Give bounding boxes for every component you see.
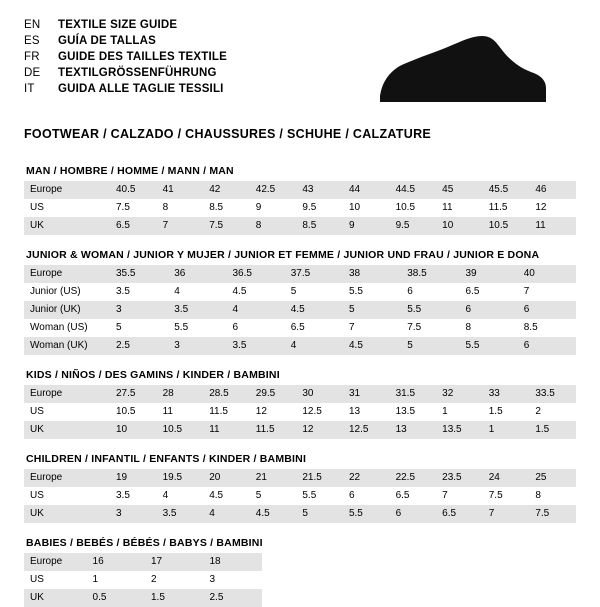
size-cell: 4 xyxy=(227,301,285,319)
size-section-title: CHILDREN / INFANTIL / ENFANTS / KINDER / BAMBINI xyxy=(26,453,307,465)
size-cell: 11.5 xyxy=(250,421,297,439)
table-row xyxy=(24,301,576,319)
table-row xyxy=(24,199,576,217)
size-cell: 8 xyxy=(460,319,518,337)
language-code: FR xyxy=(24,51,40,63)
row-label: US xyxy=(24,487,110,505)
size-cell: 7 xyxy=(157,217,204,235)
size-cell: 25 xyxy=(529,469,576,487)
size-cell: 5 xyxy=(343,301,401,319)
size-tables xyxy=(24,165,576,607)
table-row xyxy=(24,589,262,607)
row-label: UK xyxy=(24,421,110,439)
table-row xyxy=(24,421,576,439)
size-cell: 36.5 xyxy=(227,265,285,283)
size-cell: 5.5 xyxy=(460,337,518,355)
size-cell: 43 xyxy=(296,181,343,199)
size-section xyxy=(24,369,576,439)
language-row xyxy=(24,50,227,65)
size-cell: 7 xyxy=(343,319,401,337)
size-section-title: BABIES / BEBÉS / BÉBÉS / BABYS / BAMBINI xyxy=(26,537,263,549)
size-cell: 21 xyxy=(250,469,297,487)
language-code: EN xyxy=(24,19,41,31)
size-cell: 28 xyxy=(157,385,204,403)
size-cell: 7 xyxy=(436,487,483,505)
size-cell: 10 xyxy=(343,199,390,217)
size-cell: 8 xyxy=(157,199,204,217)
size-cell: 39 xyxy=(460,265,518,283)
size-cell: 5 xyxy=(401,337,459,355)
table-row xyxy=(24,403,576,421)
table-row xyxy=(24,337,576,355)
size-cell: 5 xyxy=(285,283,343,301)
size-cell: 4 xyxy=(203,505,250,523)
size-cell: 12 xyxy=(250,403,297,421)
size-cell: 28.5 xyxy=(203,385,250,403)
language-row xyxy=(24,18,227,33)
size-cell: 4 xyxy=(168,283,226,301)
table-row xyxy=(24,265,576,283)
size-cell: 41 xyxy=(157,181,204,199)
size-cell: 46 xyxy=(529,181,576,199)
row-label: Europe xyxy=(24,265,110,283)
language-title: GUÍA DE TALLAS xyxy=(58,35,156,47)
size-cell: 10.5 xyxy=(157,421,204,439)
size-cell: 21.5 xyxy=(296,469,343,487)
size-cell: 4 xyxy=(157,487,204,505)
size-cell: 7.5 xyxy=(483,487,530,505)
size-cell: 7 xyxy=(518,283,576,301)
size-cell: 13.5 xyxy=(390,403,437,421)
size-cell: 13 xyxy=(343,403,390,421)
size-cell: 22.5 xyxy=(390,469,437,487)
language-title: TEXTILGRÖSSENFÜHRUNG xyxy=(58,67,217,79)
size-cell: 7 xyxy=(483,505,530,523)
language-title: GUIDA ALLE TAGLIE TESSILI xyxy=(58,83,224,95)
size-cell: 30 xyxy=(296,385,343,403)
size-section xyxy=(24,165,576,235)
size-cell: 2 xyxy=(529,403,576,421)
size-cell: 42 xyxy=(203,181,250,199)
size-cell: 20 xyxy=(203,469,250,487)
size-table xyxy=(24,553,262,607)
size-cell: 35.5 xyxy=(110,265,168,283)
size-cell: 9 xyxy=(343,217,390,235)
size-cell: 5.5 xyxy=(168,319,226,337)
table-row xyxy=(24,385,576,403)
size-cell: 2.5 xyxy=(203,589,262,607)
size-cell: 9.5 xyxy=(390,217,437,235)
size-cell: 8.5 xyxy=(518,319,576,337)
size-cell: 12.5 xyxy=(343,421,390,439)
size-cell: 10 xyxy=(110,421,157,439)
dress-shoe-icon xyxy=(376,34,548,111)
size-cell: 10.5 xyxy=(483,217,530,235)
size-cell: 3.5 xyxy=(227,337,285,355)
size-cell: 17 xyxy=(145,553,203,571)
size-cell: 3.5 xyxy=(110,283,168,301)
size-section xyxy=(24,453,576,523)
document-header xyxy=(24,18,576,111)
size-cell: 8 xyxy=(250,217,297,235)
table-row xyxy=(24,181,576,199)
size-cell: 0.5 xyxy=(87,589,145,607)
size-table xyxy=(24,181,576,235)
size-cell: 44 xyxy=(343,181,390,199)
size-cell: 10 xyxy=(436,217,483,235)
size-cell: 33 xyxy=(483,385,530,403)
size-cell: 11.5 xyxy=(203,403,250,421)
language-code: IT xyxy=(24,83,35,95)
size-cell: 4 xyxy=(285,337,343,355)
size-cell: 36 xyxy=(168,265,226,283)
size-cell: 9 xyxy=(250,199,297,217)
size-cell: 40 xyxy=(518,265,576,283)
row-label: Europe xyxy=(24,469,110,487)
footwear-section-title: FOOTWEAR / CALZADO / CHAUSSURES / SCHUHE / CALZATURE xyxy=(24,127,432,141)
size-cell: 6 xyxy=(518,301,576,319)
size-cell: 12 xyxy=(296,421,343,439)
row-label: US xyxy=(24,571,87,589)
size-cell: 5 xyxy=(296,505,343,523)
size-cell: 40.5 xyxy=(110,181,157,199)
size-cell: 6.5 xyxy=(436,505,483,523)
size-cell: 16 xyxy=(87,553,145,571)
size-cell: 3 xyxy=(110,301,168,319)
size-cell: 24 xyxy=(483,469,530,487)
size-cell: 4.5 xyxy=(343,337,401,355)
row-label: Europe xyxy=(24,181,110,199)
size-cell: 4.5 xyxy=(227,283,285,301)
size-cell: 11 xyxy=(203,421,250,439)
row-label: US xyxy=(24,199,110,217)
size-cell: 3 xyxy=(168,337,226,355)
size-cell: 12 xyxy=(529,199,576,217)
size-cell: 7.5 xyxy=(203,217,250,235)
size-cell: 13 xyxy=(390,421,437,439)
size-cell: 3.5 xyxy=(157,505,204,523)
size-cell: 6.5 xyxy=(110,217,157,235)
size-cell: 11 xyxy=(157,403,204,421)
language-title: GUIDE DES TAILLES TEXTILE xyxy=(58,51,227,63)
size-cell: 6.5 xyxy=(460,283,518,301)
row-label: Junior (UK) xyxy=(24,301,110,319)
size-cell: 11.5 xyxy=(483,199,530,217)
row-label: Woman (US) xyxy=(24,319,110,337)
size-cell: 1 xyxy=(87,571,145,589)
size-cell: 8.5 xyxy=(296,217,343,235)
row-label: Europe xyxy=(24,385,110,403)
size-cell: 1.5 xyxy=(483,403,530,421)
size-cell: 5.5 xyxy=(343,505,390,523)
size-cell: 45.5 xyxy=(483,181,530,199)
size-cell: 22 xyxy=(343,469,390,487)
row-label: Europe xyxy=(24,553,87,571)
size-cell: 8 xyxy=(529,487,576,505)
size-cell: 13.5 xyxy=(436,421,483,439)
language-code: ES xyxy=(24,35,40,47)
size-cell: 23.5 xyxy=(436,469,483,487)
size-cell: 19.5 xyxy=(157,469,204,487)
size-cell: 27.5 xyxy=(110,385,157,403)
language-row xyxy=(24,34,227,49)
size-cell: 5.5 xyxy=(343,283,401,301)
size-table xyxy=(24,385,576,439)
size-section xyxy=(24,537,576,607)
size-cell: 6 xyxy=(390,505,437,523)
size-cell: 3.5 xyxy=(110,487,157,505)
size-cell: 11 xyxy=(436,199,483,217)
size-cell: 45 xyxy=(436,181,483,199)
size-cell: 38.5 xyxy=(401,265,459,283)
size-cell: 4.5 xyxy=(285,301,343,319)
row-label: Woman (UK) xyxy=(24,337,110,355)
size-cell: 2.5 xyxy=(110,337,168,355)
size-cell: 2 xyxy=(145,571,203,589)
language-row xyxy=(24,82,227,97)
language-title: TEXTILE SIZE GUIDE xyxy=(58,19,178,31)
size-cell: 5 xyxy=(250,487,297,505)
row-label: UK xyxy=(24,589,87,607)
size-cell: 44.5 xyxy=(390,181,437,199)
size-cell: 7.5 xyxy=(529,505,576,523)
size-cell: 33.5 xyxy=(529,385,576,403)
size-section-title: MAN / HOMBRE / HOMME / MANN / MAN xyxy=(26,165,234,177)
size-section-title: KIDS / NIÑOS / DES GAMINS / KINDER / BAMBINI xyxy=(26,369,280,381)
size-table xyxy=(24,469,576,523)
size-cell: 18 xyxy=(203,553,262,571)
size-cell: 5.5 xyxy=(401,301,459,319)
row-label: UK xyxy=(24,217,110,235)
size-cell: 29.5 xyxy=(250,385,297,403)
table-row xyxy=(24,319,576,337)
size-cell: 7.5 xyxy=(110,199,157,217)
table-row xyxy=(24,553,262,571)
size-cell: 6.5 xyxy=(390,487,437,505)
size-cell: 11 xyxy=(529,217,576,235)
size-cell: 6 xyxy=(518,337,576,355)
row-label: UK xyxy=(24,505,110,523)
size-cell: 8.5 xyxy=(203,199,250,217)
language-row xyxy=(24,66,227,81)
size-cell: 42.5 xyxy=(250,181,297,199)
size-cell: 6.5 xyxy=(285,319,343,337)
size-cell: 38 xyxy=(343,265,401,283)
table-row xyxy=(24,217,576,235)
size-cell: 9.5 xyxy=(296,199,343,217)
size-cell: 1.5 xyxy=(145,589,203,607)
size-cell: 4.5 xyxy=(250,505,297,523)
size-cell: 1 xyxy=(483,421,530,439)
size-cell: 3 xyxy=(203,571,262,589)
size-cell: 3 xyxy=(110,505,157,523)
size-cell: 1.5 xyxy=(529,421,576,439)
size-cell: 31.5 xyxy=(390,385,437,403)
size-cell: 6 xyxy=(401,283,459,301)
size-section xyxy=(24,249,576,355)
size-cell: 6 xyxy=(460,301,518,319)
language-title-list xyxy=(24,18,227,97)
size-cell: 10.5 xyxy=(390,199,437,217)
table-row xyxy=(24,283,576,301)
size-cell: 19 xyxy=(110,469,157,487)
size-cell: 32 xyxy=(436,385,483,403)
size-section-title: JUNIOR & WOMAN / JUNIOR Y MUJER / JUNIOR ET FEMME / JUNIOR UND FRAU / JUNIOR E DONA xyxy=(26,249,540,261)
table-row xyxy=(24,571,262,589)
size-cell: 3.5 xyxy=(168,301,226,319)
size-cell: 1 xyxy=(436,403,483,421)
size-cell: 5 xyxy=(110,319,168,337)
size-cell: 10.5 xyxy=(110,403,157,421)
row-label: Junior (US) xyxy=(24,283,110,301)
size-cell: 31 xyxy=(343,385,390,403)
size-cell: 12.5 xyxy=(296,403,343,421)
size-cell: 37.5 xyxy=(285,265,343,283)
size-cell: 5.5 xyxy=(296,487,343,505)
table-row xyxy=(24,469,576,487)
row-label: US xyxy=(24,403,110,421)
size-cell: 4.5 xyxy=(203,487,250,505)
table-row xyxy=(24,487,576,505)
language-code: DE xyxy=(24,67,41,79)
size-cell: 6 xyxy=(343,487,390,505)
table-row xyxy=(24,505,576,523)
size-cell: 7.5 xyxy=(401,319,459,337)
size-table xyxy=(24,265,576,355)
size-cell: 6 xyxy=(227,319,285,337)
